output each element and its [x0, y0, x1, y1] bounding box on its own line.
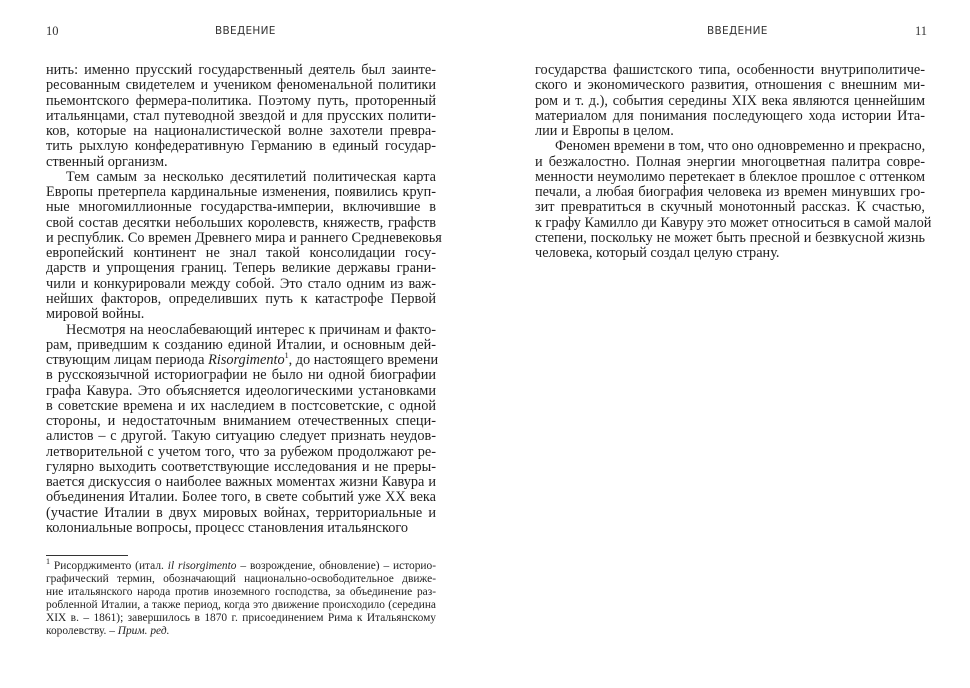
footnote-line [46, 557, 437, 573]
text-line: и безжалостно. Полная энергии многоцветная палитра совре- [535, 153, 925, 170]
text-line: менности неумолимо перетекает в блеклое прошлое с оттенком [535, 168, 925, 185]
text-segment: королевству. – [46, 625, 118, 637]
footnote-line: графический термин, обозначающий национально-освободительное движе- [46, 573, 436, 585]
text-line: Феномен времени в том, что оно одновременно и прекрасно, [555, 138, 926, 155]
text-line: ресованным свидетелем и учеником феноменальной политики [46, 77, 436, 94]
text-line: ского и экономического развития, отношения с внешним ми- [535, 77, 925, 94]
footnote-ref: 1 [284, 351, 289, 361]
text-line: лии и Европы в целом. [535, 123, 674, 140]
text-line: европейский континент не знал такой консолидации госу- [46, 245, 436, 262]
text-line: ром и т. д.), события середины XIX века являются ценнейшим [535, 92, 925, 109]
text-line-with-footnote-ref [46, 351, 439, 369]
text-line: летворительной с учетом того, что за рубежом продолжают ре- [46, 443, 436, 460]
body-text [46, 62, 442, 536]
footnote-rule [46, 555, 128, 556]
text-line: итальянцами, стал путеводной звездой и для прусских полити- [46, 107, 436, 124]
text-line: ственный организм. [46, 153, 168, 170]
text-line: алистов – с другой. Такую ситуацию следует признать неудов- [46, 428, 436, 445]
text-line: тить рыхлую конфедеративную Германию в единый государ- [46, 138, 436, 155]
text-line: зит превратиться в скучный монотонный рассказ. К счастью, [535, 199, 925, 216]
text-line: (участие Италии в двух мировых войнах, территориальные и [46, 504, 436, 521]
text-segment: , до настоящего времени [288, 352, 439, 369]
text-line: ков, которые на националистической волне захотели превра- [46, 123, 436, 140]
text-line: рам, приведшим к созданию единой Италии, и основным дей- [46, 336, 436, 353]
text-line: гулярно выходить соответствующие исследования и не преры- [46, 458, 436, 475]
text-line: стороны, и недостаточным вниманием отечественных специ- [46, 413, 436, 430]
footnote-line [46, 625, 436, 638]
text-line: дарств и упрощения границ. Теперь великие державы грани- [46, 260, 436, 277]
italic-term: Risorgimento [208, 352, 285, 369]
text-line: печали, а любая биография человека из времен минувших гро- [535, 184, 925, 201]
footnote [46, 557, 437, 638]
text-line: нить: именно прусский государственный деятель был заинте- [46, 62, 436, 78]
editor-note: Прим. ред. [117, 625, 170, 637]
body-text [535, 62, 932, 262]
right-page [485, 0, 970, 688]
text-line: степени, поскольку не может быть пресной и безвкусной жизнь [535, 229, 925, 246]
text-line: ные многомиллионные государства-империи, включившие в [46, 199, 436, 216]
text-line: Тем самым за несколько десятилетий политическая карта [66, 168, 436, 185]
text-line: в русскоязычной историографии не было ни одной биографии [46, 367, 436, 384]
text-segment: – возрождение, обновление) – историо- [236, 560, 437, 572]
text-line: пьемонтского фермера-политика. Поэтому путь, проторенный [46, 92, 436, 109]
text-line: к графу Камилло ди Кавуру это может относиться в самой малой [535, 214, 932, 231]
running-head: ВВЕДЕНИЕ [707, 25, 768, 37]
text-line: в советские времена и их наследием в постсоветские, с одной [46, 397, 436, 414]
footnote-line: робленной Италии, а также период, когда это движение происходило (середина [46, 599, 436, 611]
page-number: 11 [915, 24, 928, 38]
running-head: ВВЕДЕНИЕ [215, 25, 276, 37]
page-number: 10 [46, 24, 59, 38]
text-line: материалом для понимания последующего хода истории Ита- [535, 107, 925, 124]
text-line: объединения Италии. Более того, в свете событий уже XX века [46, 489, 436, 506]
text-line: человека, который создал целую страну. [535, 245, 780, 262]
italic-term: il risorgimento [167, 560, 237, 572]
footnote-line: XIX в. – 1861); завершилось в 1870 г. присоединением Рима к Итальянскому [46, 612, 436, 624]
footnote-marker: 1 [46, 557, 50, 567]
text-line: государства фашистского типа, особенности внутриполитиче- [535, 62, 925, 78]
footnote-line: ние итальянского народа против иноземного господства, за объединение раз- [46, 586, 436, 598]
text-segment: Рисорджименто (итал. [50, 560, 168, 572]
text-line: и республик. Со времен Древнего мира и раннего Средневековья [46, 229, 442, 246]
text-line: свой состав десятки небольших королевств, княжеств, графств [46, 214, 436, 231]
text-segment: ствующим лицам периода [46, 352, 209, 369]
text-line: чили и конкурировали между собой. Это стало одним из важ- [46, 275, 436, 292]
text-line: Европы претерпела кардинальные изменения, появились круп- [46, 184, 436, 201]
text-line: нейших факторов, определивших путь к катастрофе Первой [46, 290, 436, 307]
text-line: вается дискуссия о наиболее важных моментах жизни Кавура и [46, 474, 436, 491]
text-line: мировой войны. [46, 306, 145, 323]
text-line: колониальные вопросы, процесс становления итальянского [46, 519, 409, 536]
text-line: графа Кавура. Это объясняется идеологическими установками [46, 382, 436, 399]
text-line: Несмотря на неослабевающий интерес к причинам и факто- [66, 321, 436, 338]
